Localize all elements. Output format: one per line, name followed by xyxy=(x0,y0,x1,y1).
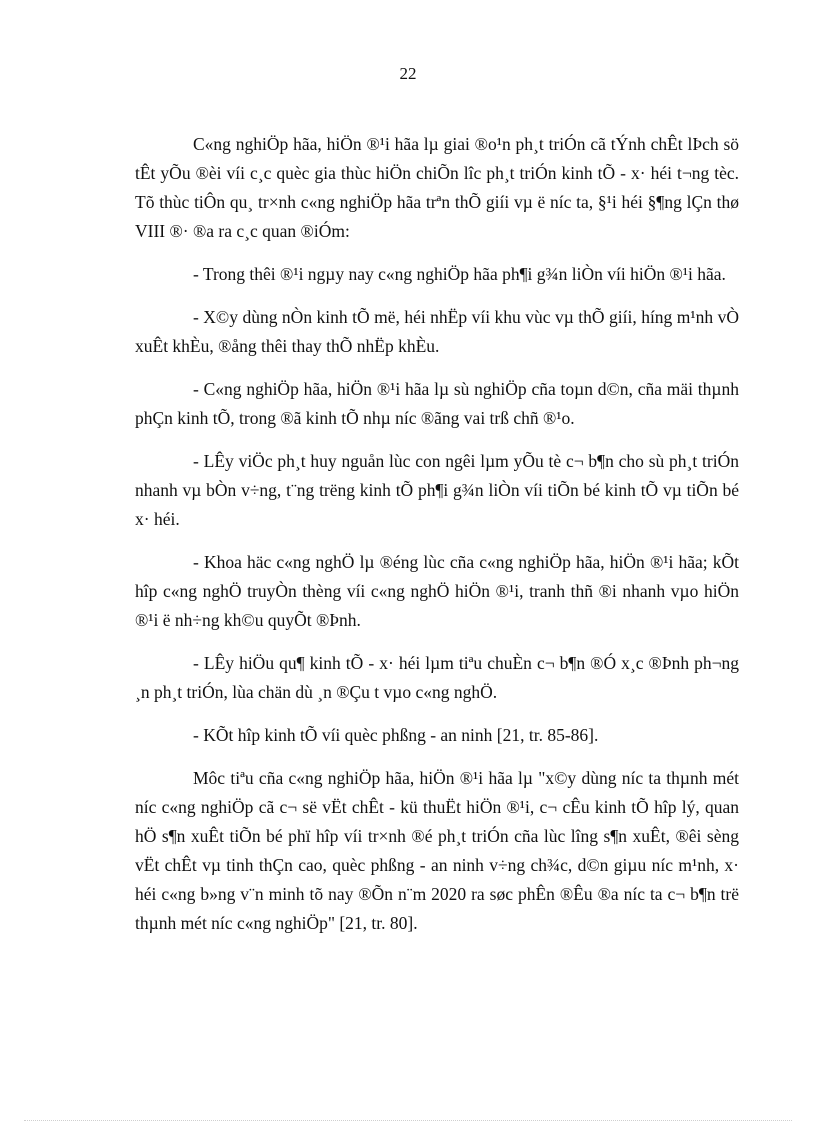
paragraph-point-4: - LÊy viÖc ph¸t huy nguån lùc con ngêi lµm yÕu tè c¬ b¶n cho sù ph¸t triÓn nhanh vµ bÒn v÷ng, t¨ng trëng kinh tÕ ph¶i g¾n liÒn víi tiÕn bé kinh tÕ vµ tiÕn bé x· héi. xyxy=(135,451,739,529)
paragraph-intro: C«ng nghiÖp hãa, hiÖn ®¹i hãa lµ giai ®o¹n ph¸t triÓn cã tÝnh chÊt lÞch sö tÊt yÕu ®èi víi c¸c quèc gia thùc hiÖn chiÕn lîc ph¸t triÓn kinh tÕ - x· héi t¬ng tèc. Tõ thùc tiÔn qu¸ tr×nh c«ng nghiÖp hãa trªn thÕ giíi vµ ë níc ta, §¹i héi §¶ng lÇn thø VIII ®· ®a ra c¸c quan ®iÓm: xyxy=(135,134,739,241)
paragraph-goal: Môc tiªu cña c«ng nghiÖp hãa, hiÖn ®¹i hãa lµ "x©y dùng níc ta thµnh mét níc c«ng nghiÖp cã c¬ së vËt chÊt - kü thuËt hiÖn ®¹i, c¬ cÊu kinh tÕ hîp lý, quan hÖ s¶n xuÊt tiÕn bé phï hîp víi tr×nh ®é ph¸t triÓn cña lùc lîng s¶n xuÊt, ®êi sèng vËt chÊt vµ tinh thÇn cao, quèc phßng - an ninh v÷ng ch¾c, d©n giµu níc m¹nh, x· héi c«ng b»ng v¨n minh tõ nay ®Õn n¨m 2020 ra søc phÊn ®Êu ®a níc ta c¬ b¶n trë thµnh mét níc c«ng nghiÖp" [21, tr. 80]. xyxy=(135,768,739,933)
paragraph-point-5: - Khoa häc c«ng nghÖ lµ ®éng lùc cña c«ng nghiÖp hãa, hiÖn ®¹i hãa; kÕt hîp c«ng nghÖ truyÒn thèng víi c«ng nghÖ hiÖn ®¹i, tranh thñ ®i nhanh vµo hiÖn ®¹i ë nh÷ng kh©u quyÕt ®Þnh. xyxy=(135,552,739,630)
paragraph-point-2: - X©y dùng nÒn kinh tÕ më, héi nhËp víi khu vùc vµ thÕ giíi, híng m¹nh vÒ xuÊt khÈu, ®ång thêi thay thÕ nhËp khÈu. xyxy=(135,307,739,356)
paragraph-point-1: - Trong thêi ®¹i ngµy nay c«ng nghiÖp hãa ph¶i g¾n liÒn víi hiÖn ®¹i hãa. xyxy=(193,264,726,284)
paragraph-point-7: - KÕt hîp kinh tÕ víi quèc phßng - an ninh [21, tr. 85-86]. xyxy=(193,725,599,745)
paragraph-point-3: - C«ng nghiÖp hãa, hiÖn ®¹i hãa lµ sù nghiÖp cña toµn d©n, cña mäi thµnh phÇn kinh tÕ, trong ®ã kinh tÕ nhµ níc ®ãng vai trß chñ ®¹o. xyxy=(135,379,739,428)
body-text xyxy=(135,130,739,938)
page-bottom-divider xyxy=(24,1120,792,1121)
paragraph-point-6: - LÊy hiÖu qu¶ kinh tÕ - x· héi lµm tiªu chuÈn c¬ b¶n ®Ó x¸c ®Þnh ph¬ng ¸n ph¸t triÓn, lùa chän dù ¸n ®Çu t vµo c«ng nghÖ. xyxy=(135,653,739,702)
page-number: 22 xyxy=(399,64,417,83)
